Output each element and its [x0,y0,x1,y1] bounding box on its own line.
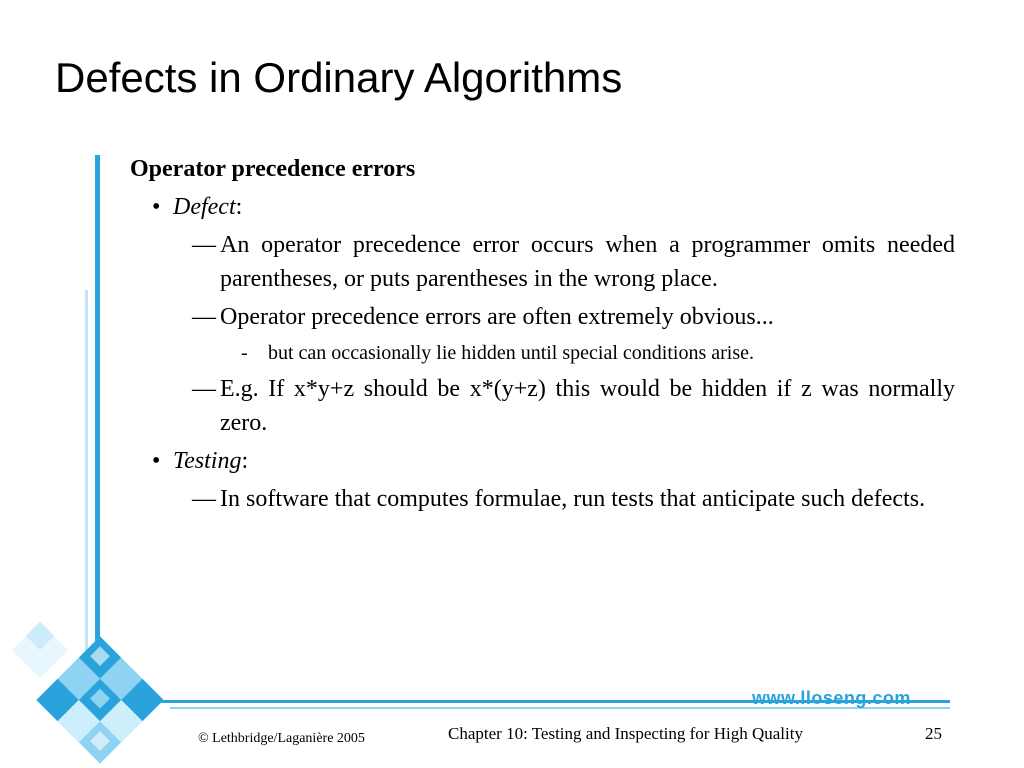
bullet-icon: • [152,194,161,220]
website-url: www.lloseng.com [752,688,911,708]
chapter-title: Chapter 10: Testing and Inspecting for High Quality [448,724,803,743]
list-item: — Operator precedence errors are often extremely obvious... [192,304,774,330]
list-subitem: - but can occasionally lie hidden until special conditions arise. [241,342,754,364]
bullet-defect: • Defect: [130,190,955,224]
slide-title: Defects in Ordinary Algorithms [55,54,623,101]
section-heading: Operator precedence errors [130,156,416,182]
vertical-light-bar [85,290,88,670]
list-item: — An operator precedence error occurs when a programmer omits needed parentheses, or puts parentheses in the wrong place. [192,232,955,292]
page-number: 25 [925,724,942,743]
copyright: © Lethbridge/Laganière 2005 [198,731,365,746]
bullet-label-defect: Defect [173,194,236,220]
bullet-label-testing: Testing [173,448,242,474]
slide-body [130,152,955,520]
mosaic-logo-fade [12,622,69,679]
bullet-testing: • Testing: [130,444,955,478]
bullet-icon: • [152,448,161,474]
list-item: — E.g. If x*y+z should be x*(y+z) this would be hidden if z was normally zero. [192,376,955,436]
vertical-accent-bar [95,155,100,685]
list-item: — In software that computes formulae, run tests that anticipate such defects. [192,486,926,512]
